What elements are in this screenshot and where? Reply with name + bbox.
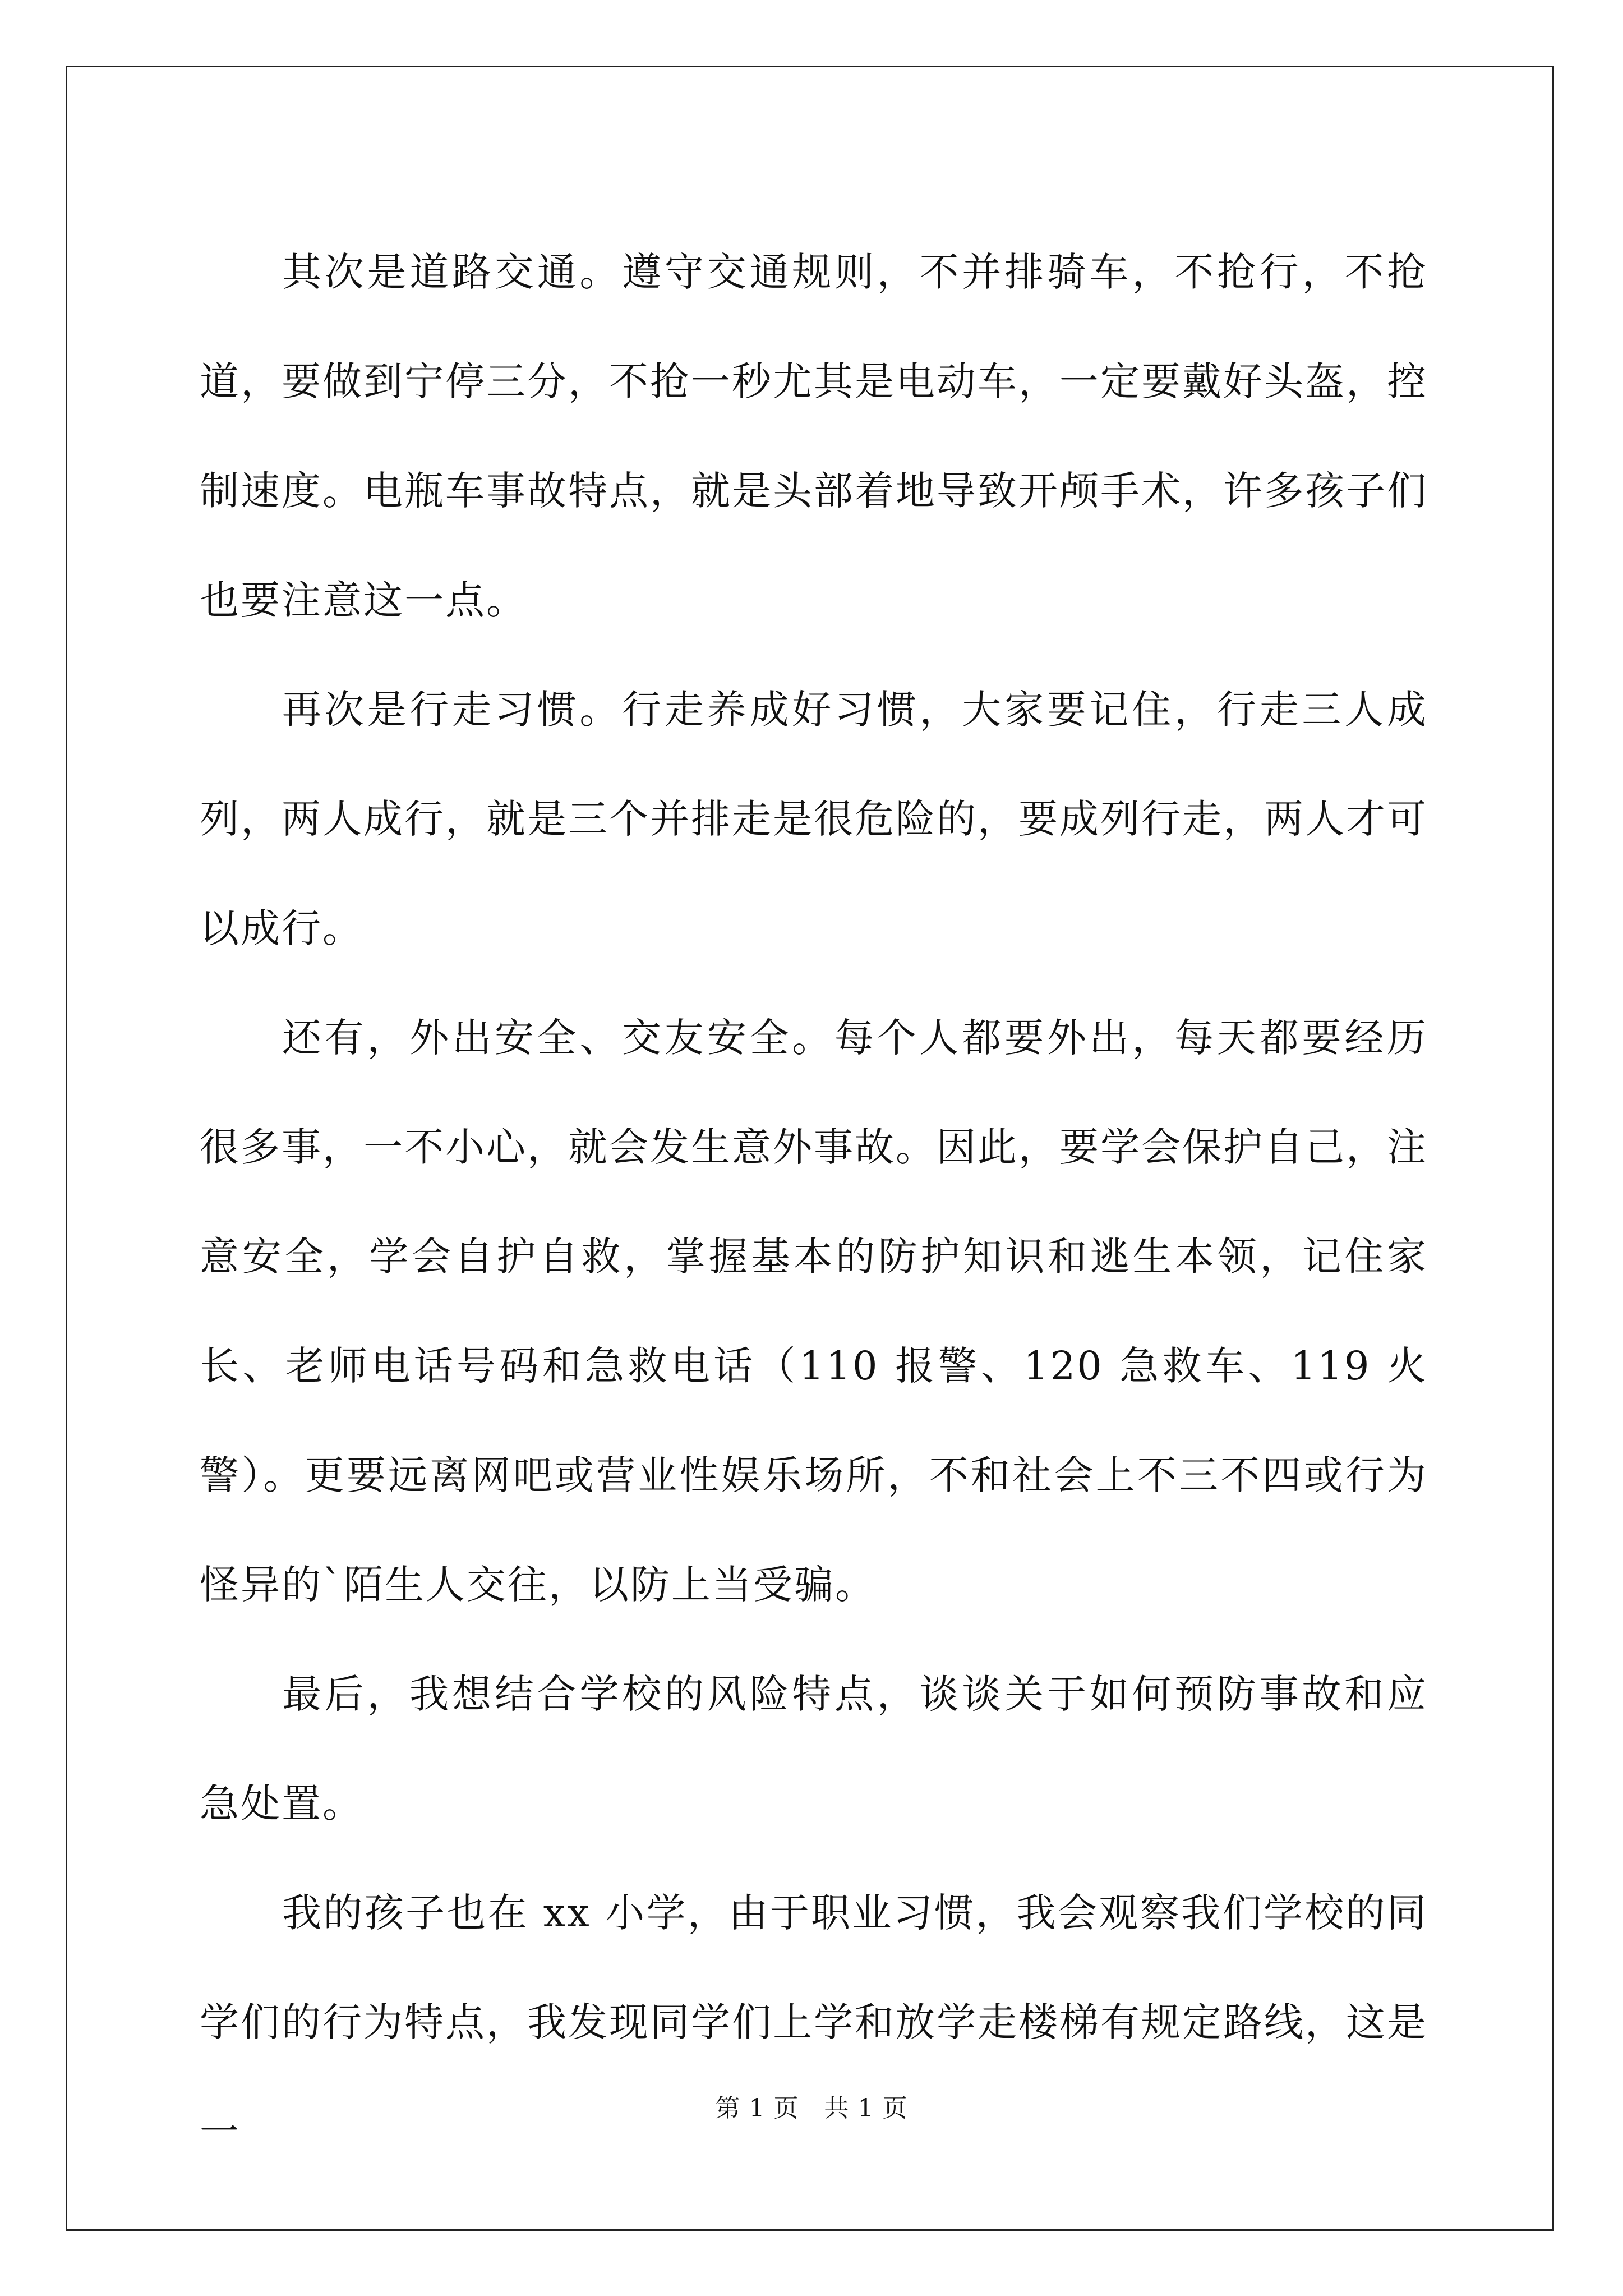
paragraph-outing-safety: 还有，外出安全、交友安全。每个人都要外出，每天都要经历很多事，一不小心，就会发生意外事故。因此，要学会保护自己，注意安全，学会自护自救，掌握基本的防护知识和逃生本领，记住家长、老师电话号码和急救电话（110 报警、120 急救车、119 火警）。更要远离网吧或营业性娱乐场所，不和社会上不三不四或行为怪异的`陌生人交往，以防上当受骗。 [200, 1015, 1428, 1608]
page-number-footer: 第 1 页 共 1 页 [715, 2094, 908, 2123]
document-body [200, 218, 1428, 2187]
paragraph-road-traffic: 其次是道路交通。遵守交通规则，不并排骑车，不抢行，不抢道，要做到宁停三分，不抢一秒尤其是电动车，一定要戴好头盔，控制速度。电瓶车事故特点，就是头部着地导致开颅手术，许多孩子们也要注意这一点。 [200, 249, 1428, 623]
paragraph-school-observation: 我的孩子也在 xx 小学，由于职业习惯，我会观察我们学校的同学们的行为特点，我发现同学们上学和放学走楼梯有规定路线，这是一 [200, 1890, 1428, 2155]
paragraph-walking-habits: 再次是行走习惯。行走养成好习惯，大家要记住，行走三人成列，两人成行，就是三个并排走是很危险的，要成列行走，两人才可以成行。 [200, 687, 1428, 951]
paragraph-risk-prevention: 最后，我想结合学校的风险特点，谈谈关于如何预防事故和应急处置。 [200, 1671, 1428, 1826]
